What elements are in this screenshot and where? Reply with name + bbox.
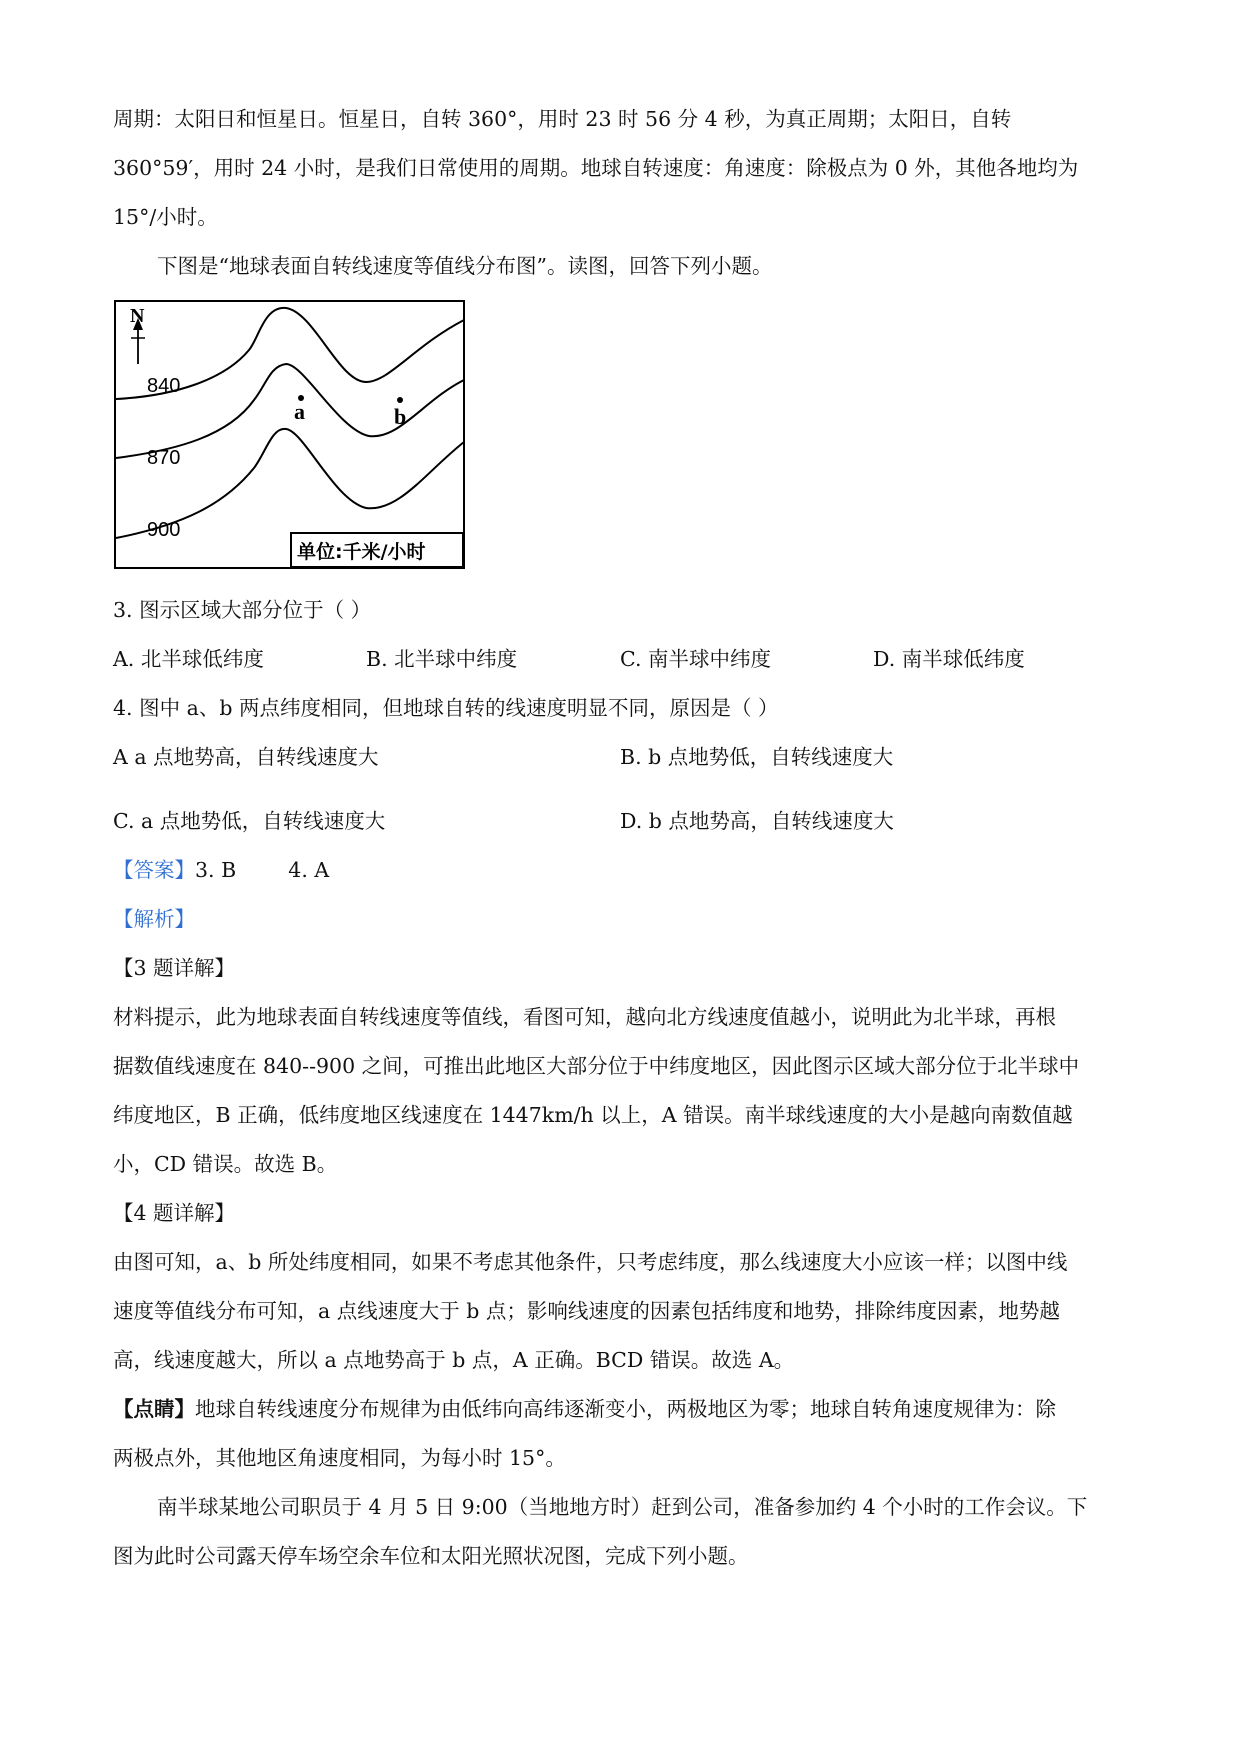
point-b-dot [397,397,403,403]
detail4-line-2: 速度等值线分布可知，a 点线速度大于 b 点；影响线速度的因素包括纬度和地势，排除纬度因素，地势越 [113,1299,1060,1323]
unit-label: 单位:千米/小时 [297,541,426,563]
point-b-label: b [394,404,407,429]
q3-option-c[interactable]: C. 南半球中纬度 [620,647,771,671]
detail3-line-4: 小，CD 错误。故选 B。 [113,1152,338,1176]
detail4-line-1: 由图可知，a、b 所处纬度相同，如果不考虑其他条件，只考虑纬度，那么线速度大小应该一样；以图中线 [113,1250,1068,1274]
detail3-line-1: 材料提示，此为地球表面自转线速度等值线，看图可知，越向北方线速度值越小，说明此为北半球，再根 [113,1005,1056,1029]
isoline-map [114,300,466,570]
detail3-line-2: 据数值线速度在 840--900 之间，可推出此地区大部分位于中纬度地区，因此图示区域大部分位于北半球中 [113,1054,1080,1078]
intro-line-2: 360°59′，用时 24 小时，是我们日常使用的周期。地球自转速度：角速度：除极点为 0 外，其他各地均为 [113,156,1079,180]
tip-line-1 [113,1395,1056,1423]
north-label: N [130,305,145,327]
isoline-figure [114,300,466,570]
next-line-1: 南半球某地公司职员于 4 月 5 日 9:00（当地地方时）赶到公司，准备参加约 4 个小时的工作会议。下 [157,1495,1088,1519]
tip-text-1: 地球自转线速度分布规律为由低纬向高纬逐渐变小，两极地区为零；地球自转角速度规律为：除 [195,1397,1056,1421]
tip-tag: 【点睛】 [113,1397,195,1421]
next-line-2: 图为此时公司露天停车场空余车位和太阳光照状况图，完成下列小题。 [113,1544,749,1568]
q3-option-b[interactable]: B. 北半球中纬度 [366,647,518,671]
detail4-tag: 【4 题详解】 [113,1201,236,1225]
q4-option-d[interactable]: D. b 点地势高，自转线速度大 [620,809,894,833]
answer-text: 3. B 4. A [195,858,330,882]
q3-stem: 3. 图示区域大部分位于（ ） [113,598,372,622]
q4-option-c[interactable]: C. a 点地势低，自转线速度大 [113,809,386,833]
answer-line [113,856,329,884]
detail3-tag: 【3 题详解】 [113,956,236,980]
detail4-line-3: 高，线速度越大，所以 a 点地势高于 b 点，A 正确。BCD 错误。故选 A。 [113,1348,795,1372]
detail3-line-3: 纬度地区，B 正确，低纬度地区线速度在 1447km/h 以上，A 错误。南半球线速度的大小是越向南数值越 [113,1103,1073,1127]
q4-option-a[interactable]: A a 点地势高，自转线速度大 [113,745,379,769]
q4-option-b[interactable]: B. b 点地势低，自转线速度大 [620,745,894,769]
q3-option-a[interactable]: A. 北半球低纬度 [113,647,264,671]
intro-line-1: 周期：太阳日和恒星日。恒星日，自转 360°，用时 23 时 56 分 4 秒，为真正周期；太阳日，自转 [113,107,1012,131]
prompt-line: 下图是“地球表面自转线速度等值线分布图”。读图，回答下列小题。 [157,254,773,278]
contour-label-840: 840 [147,375,181,397]
q3-option-d[interactable]: D. 南半球低纬度 [873,647,1025,671]
answer-tag: 【答案】 [113,858,195,882]
contour-label-900: 900 [147,519,181,541]
tip-line-2: 两极点外，其他地区角速度相同，为每小时 15°。 [113,1446,566,1470]
q4-stem: 4. 图中 a、b 两点纬度相同，但地球自转的线速度明显不同，原因是（ ） [113,696,779,720]
intro-line-3: 15°/小时。 [113,205,218,229]
contour-label-870: 870 [147,447,181,469]
analysis-tag: 【解析】 [113,907,195,931]
point-a-label: a [294,399,305,424]
